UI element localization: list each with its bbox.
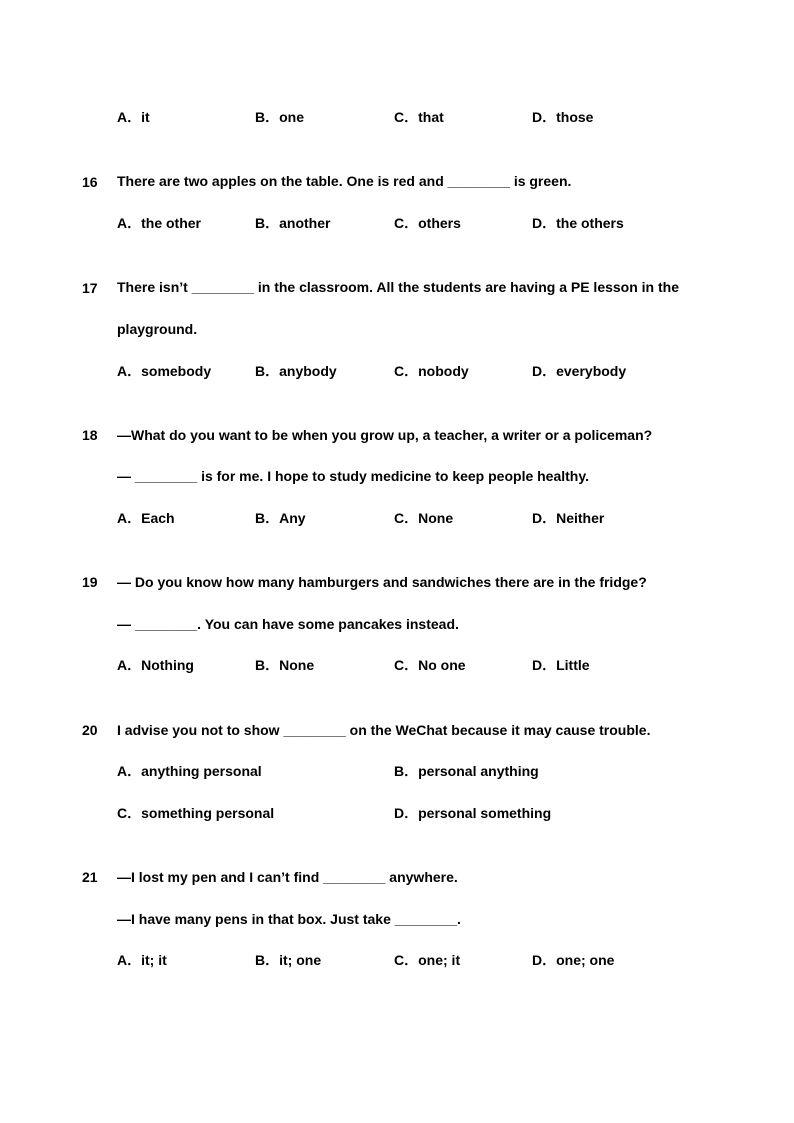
option-d: D．the others	[532, 215, 624, 231]
option-d: D．one; one	[532, 952, 615, 968]
option-b: B．another	[255, 215, 331, 231]
option-d: D．personal something	[394, 805, 552, 821]
option-c: C．one; it	[394, 952, 461, 968]
option-a: A．somebody	[117, 363, 212, 379]
question-number: 20	[82, 722, 98, 738]
option-b: B．Any	[255, 510, 306, 526]
question-text-reply: —I have many pens in that box. Just take ________.	[117, 911, 461, 927]
question-text: There are two apples on the table. One is red and ________ is green.	[117, 173, 572, 189]
option-a: A．anything personal	[117, 763, 262, 779]
option-a: A．Nothing	[117, 657, 194, 673]
option-d: D．Little	[532, 657, 590, 673]
option-b: B．it; one	[255, 952, 322, 968]
option-a: A．it; it	[117, 952, 167, 968]
option-d: D．everybody	[532, 363, 627, 379]
option-a: A．it	[117, 109, 150, 125]
option-d: D．those	[532, 109, 594, 125]
option-c: C．others	[394, 215, 461, 231]
option-b: B．personal anything	[394, 763, 539, 779]
option-a: A．Each	[117, 510, 175, 526]
question-text: —What do you want to be when you grow up, a teacher, a writer or a policeman?	[117, 427, 653, 443]
option-a: A．the other	[117, 215, 201, 231]
option-b: B．one	[255, 109, 304, 125]
question-text-reply: — ________ is for me. I hope to study medicine to keep people healthy.	[117, 468, 589, 484]
question-text: — Do you know how many hamburgers and sandwiches there are in the fridge?	[117, 574, 647, 590]
question-text: —I lost my pen and I can’t find ________ anywhere.	[117, 869, 458, 885]
option-c: C．that	[394, 109, 444, 125]
question-number: 16	[82, 174, 98, 190]
question-number: 17	[82, 280, 98, 296]
option-c: C．No one	[394, 657, 466, 673]
question-text-continued: playground.	[117, 321, 198, 337]
question-number: 19	[82, 574, 98, 590]
option-c: C．something personal	[117, 805, 275, 821]
question-text-reply: — ________. You can have some pancakes instead.	[117, 616, 459, 632]
question-number: 21	[82, 869, 98, 885]
option-b: B．anybody	[255, 363, 337, 379]
option-b: B．None	[255, 657, 315, 673]
question-text: I advise you not to show ________ on the WeChat because it may cause trouble.	[117, 722, 651, 738]
option-c: C．None	[394, 510, 454, 526]
option-c: C．nobody	[394, 363, 469, 379]
question-text: There isn’t ________ in the classroom. All the students are having a PE lesson in the	[117, 279, 680, 295]
question-number: 18	[82, 427, 98, 443]
option-d: D．Neither	[532, 510, 605, 526]
